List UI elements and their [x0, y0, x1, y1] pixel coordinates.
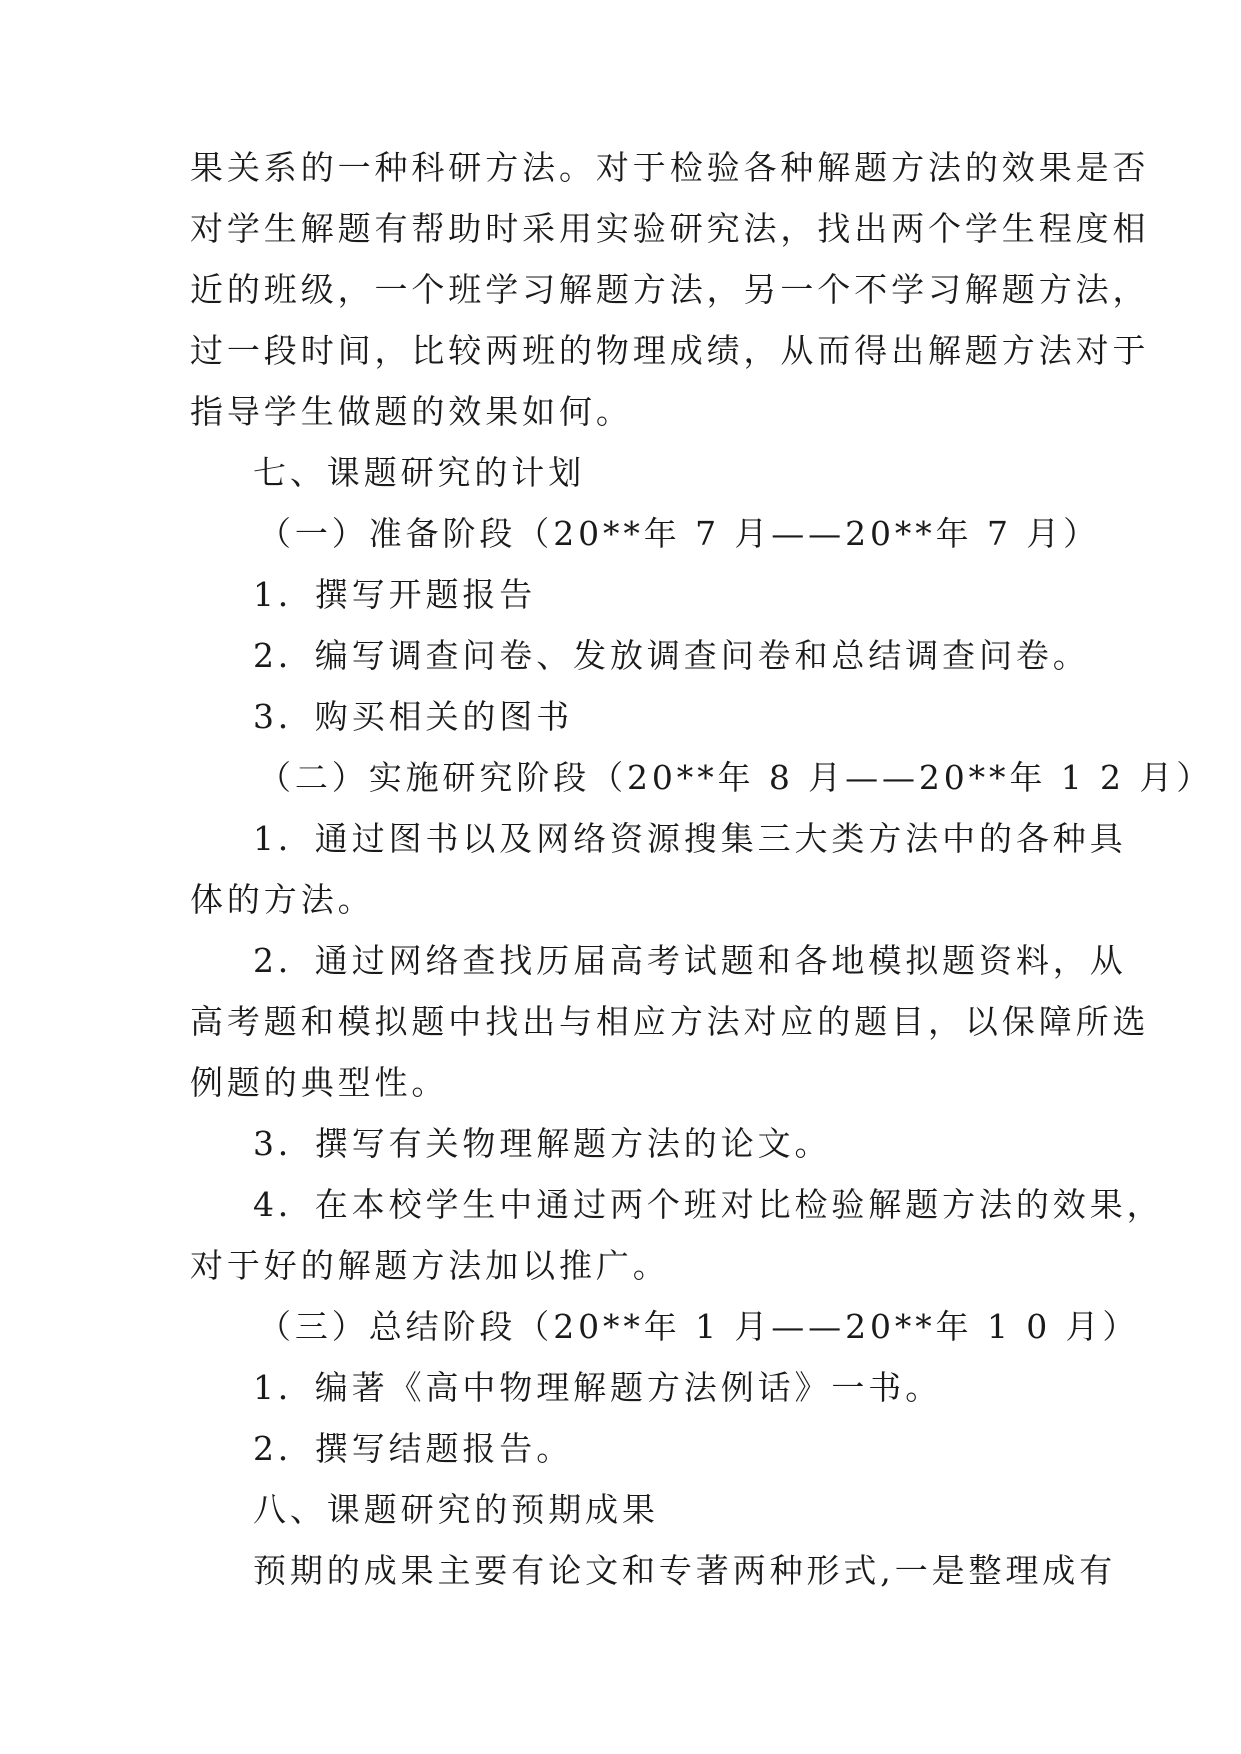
paragraph-line: 高考题和模拟题中找出与相应方法对应的题目，以保障所选	[190, 1002, 1150, 1041]
list-item: 2．撰写结题报告。	[253, 1429, 574, 1468]
paragraph-line: 体的方法。	[190, 880, 375, 919]
section-heading: 八、课题研究的预期成果	[253, 1490, 659, 1529]
paragraph-line: 近的班级，一个班学习解题方法，另一个不学习解题方法，	[190, 270, 1150, 309]
paragraph-line: 指导学生做题的效果如何。	[190, 392, 633, 431]
paragraph-line: 果关系的一种科研方法。对于检验各种解题方法的效果是否	[190, 148, 1150, 187]
list-item: 2．编写调查问卷、发放调查问卷和总结调查问卷。	[253, 636, 1090, 675]
list-item: 1．撰写开题报告	[253, 575, 537, 614]
subsection-heading: （一）准备阶段（20**年 7 月——20**年 7 月）	[258, 514, 1101, 553]
list-item: 3．购买相关的图书	[253, 697, 574, 736]
list-item: 2．通过网络查找历届高考试题和各地模拟题资料，从	[253, 941, 1127, 980]
subsection-heading: （二）实施研究阶段（20**年 8 月——20**年 1 2 月）	[258, 758, 1214, 797]
section-heading: 七、课题研究的计划	[253, 453, 586, 492]
paragraph-line: 预期的成果主要有论文和专著两种形式,一是整理成有	[253, 1551, 1117, 1590]
list-item: 1．编著《高中物理解题方法例话》一书。	[253, 1368, 943, 1407]
list-item: 4．在本校学生中通过两个班对比检验解题方法的效果，	[253, 1185, 1164, 1224]
paragraph-line: 对学生解题有帮助时采用实验研究法，找出两个学生程度相	[190, 209, 1150, 248]
subsection-heading: （三）总结阶段（20**年 1 月——20**年 1 0 月）	[258, 1307, 1140, 1346]
paragraph-line: 对于好的解题方法加以推广。	[190, 1246, 670, 1285]
list-item: 1．通过图书以及网络资源搜集三大类方法中的各种具	[253, 819, 1127, 858]
list-item: 3．撰写有关物理解题方法的论文。	[253, 1124, 832, 1163]
paragraph-line: 过一段时间，比较两班的物理成绩，从而得出解题方法对于	[190, 331, 1150, 370]
paragraph-line: 例题的典型性。	[190, 1063, 449, 1102]
